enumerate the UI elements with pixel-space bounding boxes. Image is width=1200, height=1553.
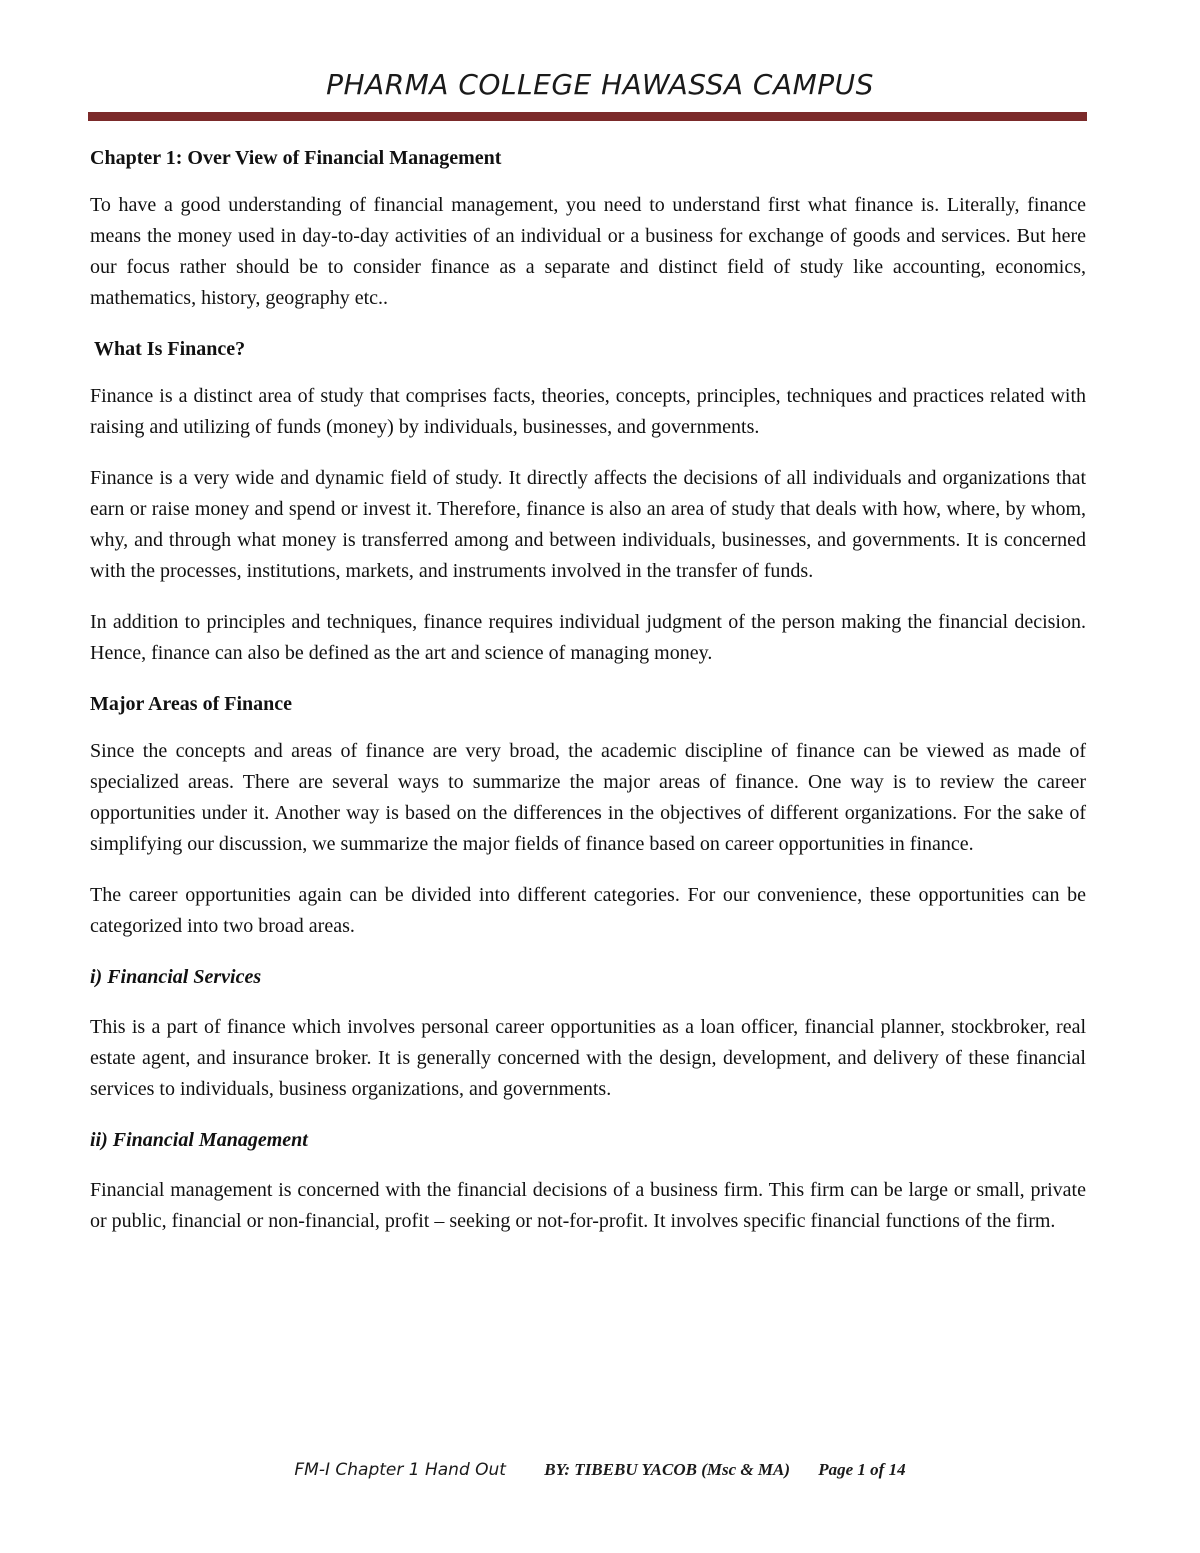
header-divider	[88, 112, 1087, 121]
footer-author: BY: TIBEBU YACOB (Msc & MA)	[544, 1460, 790, 1479]
major-areas-paragraph-2: The career opportunities again can be divided into different categories. For our convenience, these opportunities can be categorized into two broad areas.	[90, 884, 1086, 937]
financial-services-heading: i) Financial Services	[90, 966, 262, 988]
document-body	[90, 140, 1086, 1257]
what-is-finance-paragraph-1: Finance is a distinct area of study that comprises facts, theories, concepts, principles, techniques and practices related with raising and utilizing of funds (money) by individuals, businesses, and governments.	[90, 385, 1086, 438]
intro-paragraph: To have a good understanding of financial management, you need to understand first what finance is. Literally, finance means the money used in day-to-day activities of an individual or a business for exchange of goods and services. But here our focus rather should be to consider finance as a separate and distinct field of study like accounting, economics, mathematics, history, geography etc..	[90, 194, 1086, 309]
what-is-finance-heading: What Is Finance?	[94, 338, 246, 360]
financial-services-paragraph: This is a part of finance which involves personal career opportunities as a loan officer, financial planner, stockbroker, real estate agent, and insurance broker. It is generally concerned with the design, development, and delivery of these financial services to individuals, business organizations, and governments.	[90, 1016, 1086, 1100]
what-is-finance-paragraph-2: Finance is a very wide and dynamic field of study. It directly affects the decisions of all individuals and organizations that earn or raise money and spend or invest it. Therefore, finance is also an area of study that deals with how, where, by whom, why, and through what money is transferred among and between individuals, businesses, and governments. It is concerned with the processes, institutions, markets, and instruments involved in the transfer of funds.	[90, 467, 1086, 582]
financial-management-heading: ii) Financial Management	[90, 1129, 308, 1151]
footer-handout-title: FM-I Chapter 1 Hand Out	[294, 1460, 506, 1480]
what-is-finance-paragraph-3: In addition to principles and techniques, finance requires individual judgment of the person making the financial decision. Hence, finance can also be defined as the art and science of managing money.	[90, 611, 1086, 664]
chapter-title: Chapter 1: Over View of Financial Management	[90, 147, 502, 169]
financial-management-paragraph: Financial management is concerned with the financial decisions of a business firm. This firm can be large or small, private or public, financial or non-financial, profit – seeking or not-for-profit. It involves specific financial functions of the firm.	[90, 1179, 1086, 1232]
page-footer	[0, 1460, 1200, 1480]
major-areas-heading: Major Areas of Finance	[90, 693, 293, 715]
footer-page-number: Page 1 of 14	[818, 1460, 906, 1479]
header-title: PHARMA COLLEGE HAWASSA CAMPUS	[326, 68, 874, 101]
major-areas-paragraph-1: Since the concepts and areas of finance are very broad, the academic discipline of finance can be viewed as made of specialized areas. There are several ways to summarize the major areas of finance. One way is to review the career opportunities under it. Another way is based on the differences in the objectives of different organizations. For the sake of simplifying our discussion, we summarize the major fields of finance based on career opportunities in finance.	[90, 740, 1086, 855]
